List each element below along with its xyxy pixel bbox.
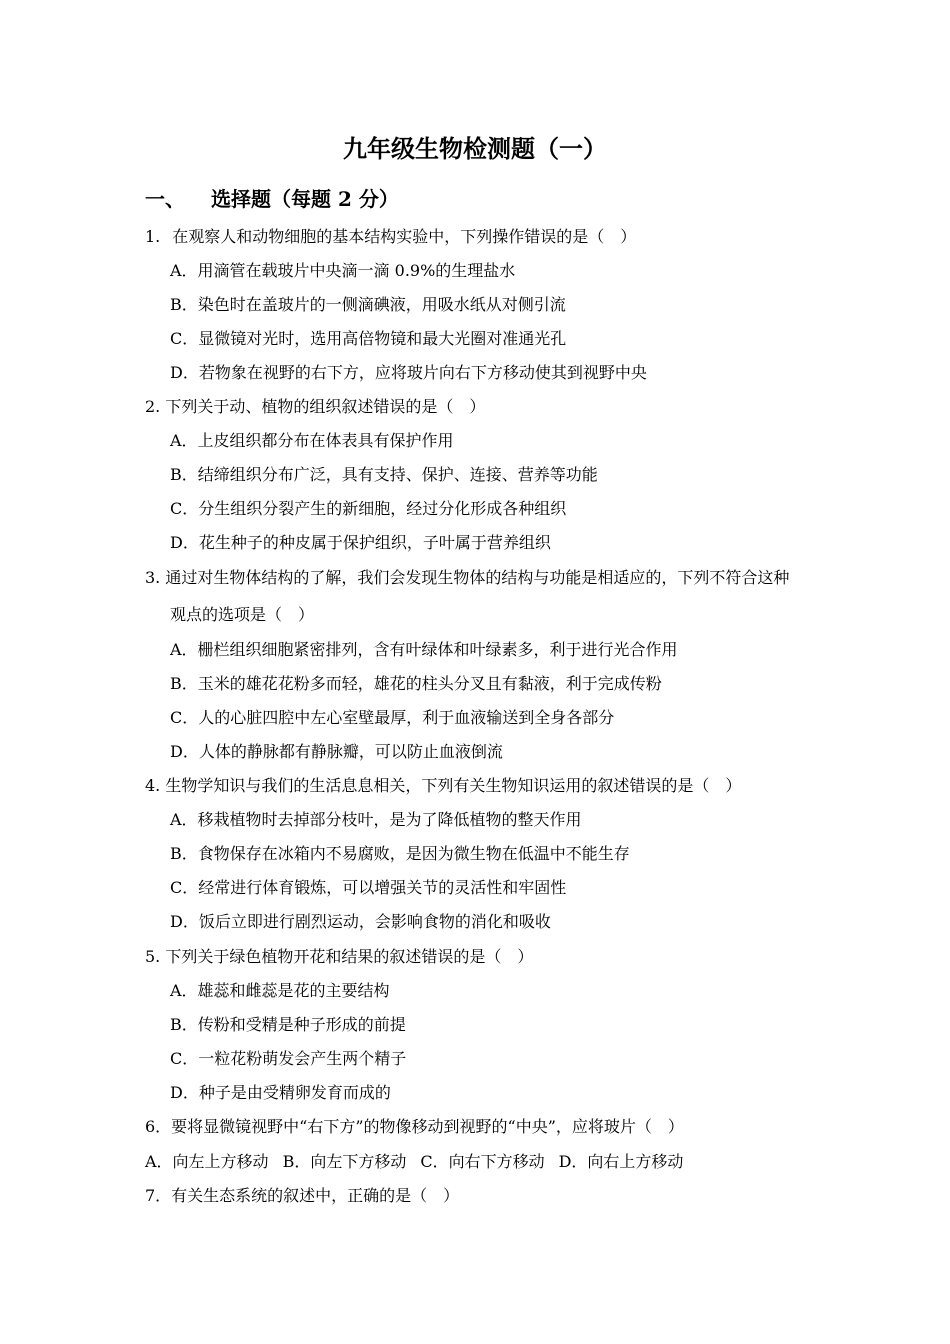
question-3-option-a: A．栅栏组织细胞紧密排列，含有叶绿体和叶绿素多，利于进行光合作用	[170, 640, 678, 659]
question-1-option-d: D．若物象在视野的右下方，应将玻片向右下方移动使其到视野中央	[170, 363, 647, 382]
question-4-option-a: A．移栽植物时去掉部分枝叶，是为了降低植物的整天作用	[170, 810, 582, 829]
question-5-option-c: C．一粒花粉萌发会产生两个精子	[170, 1049, 407, 1068]
question-3-option-d: D．人体的静脉都有静脉瓣，可以防止血液倒流	[170, 742, 503, 761]
question-3-stem: 3. 通过对生物体结构的了解，我们会发现生物体的结构与功能是相适应的，下列不符合这种	[145, 568, 790, 587]
question-3-option-c: C．人的心脏四腔中左心室壁最厚，利于血液输送到全身各部分	[170, 708, 615, 727]
question-4-stem: 4. 生物学知识与我们的生活息息相关，下列有关生物知识运用的叙述错误的是（ ）	[145, 776, 742, 795]
question-1-stem	[145, 225, 636, 249]
question-3-option-b: B．玉米的雄花花粉多而轻，雄花的柱头分叉且有黏液，利于完成传粉	[170, 674, 662, 693]
section-number: 一、	[145, 187, 185, 211]
question-2-option-b: B．结缔组织分布广泛，具有支持、保护、连接、营养等功能	[170, 465, 598, 484]
question-2-stem: 2. 下列关于动、植物的组织叙述错误的是（ ）	[145, 397, 486, 416]
question-1-text: 在观察人和动物细胞的基本结构实验中，下列操作错误的是（ ）	[172, 227, 637, 246]
question-6-option-b: B．向左下方移动	[282, 1152, 407, 1171]
question-2-option-a: A．上皮组织都分布在体表具有保护作用	[170, 431, 454, 450]
question-2-option-c: C．分生组织分裂产生的新细胞，经过分化形成各种组织	[170, 499, 567, 518]
question-4-option-c: C．经常进行体育锻炼，可以增强关节的灵活性和牢固性	[170, 878, 567, 897]
question-4-option-b: B．食物保存在冰箱内不易腐败，是因为微生物在低温中不能生存	[170, 844, 630, 863]
question-4-option-d: D．饭后立即进行剧烈运动，会影响食物的消化和吸收	[170, 912, 551, 931]
question-1-number: 1.	[145, 227, 161, 246]
question-7-stem: 7．有关生态系统的叙述中，正确的是（ ）	[145, 1186, 460, 1205]
question-6-stem: 6．要将显微镜视野中“右下方”的物像移动到视野的“中央”，应将玻片（ ）	[145, 1117, 684, 1136]
section-title: 选择题（每题 2 分）	[211, 187, 399, 211]
question-5-stem: 5. 下列关于绿色植物开花和结果的叙述错误的是（ ）	[145, 947, 534, 966]
question-1-option-b: B．染色时在盖玻片的一侧滴碘液，用吸水纸从对侧引流	[170, 295, 566, 314]
question-1-option-c: C．显微镜对光时，选用高倍物镜和最大光圈对准通光孔	[170, 329, 567, 348]
question-5-option-d: D．种子是由受精卵发育而成的	[170, 1083, 391, 1102]
question-2-option-d: D．花生种子的种皮属于保护组织，子叶属于营养组织	[170, 533, 551, 552]
question-5-option-a: A．雄蕊和雌蕊是花的主要结构	[170, 981, 390, 1000]
question-6-option-a: A．向左上方移动	[145, 1152, 269, 1171]
section-heading	[145, 184, 399, 214]
question-1-option-a: A．用滴管在载玻片中央滴一滴 0.9%的生理盐水	[170, 261, 516, 280]
question-6-option-c: C．向右下方移动	[420, 1152, 545, 1171]
question-6-option-d: D．向右上方移动	[558, 1152, 684, 1171]
question-5-option-b: B．传粉和受精是种子形成的前提	[170, 1015, 406, 1034]
page-title: 九年级生物检测题（一）	[343, 134, 607, 163]
question-3-stem-continuation: 观点的选项是（ ）	[170, 605, 315, 624]
question-6-options	[145, 1150, 683, 1174]
